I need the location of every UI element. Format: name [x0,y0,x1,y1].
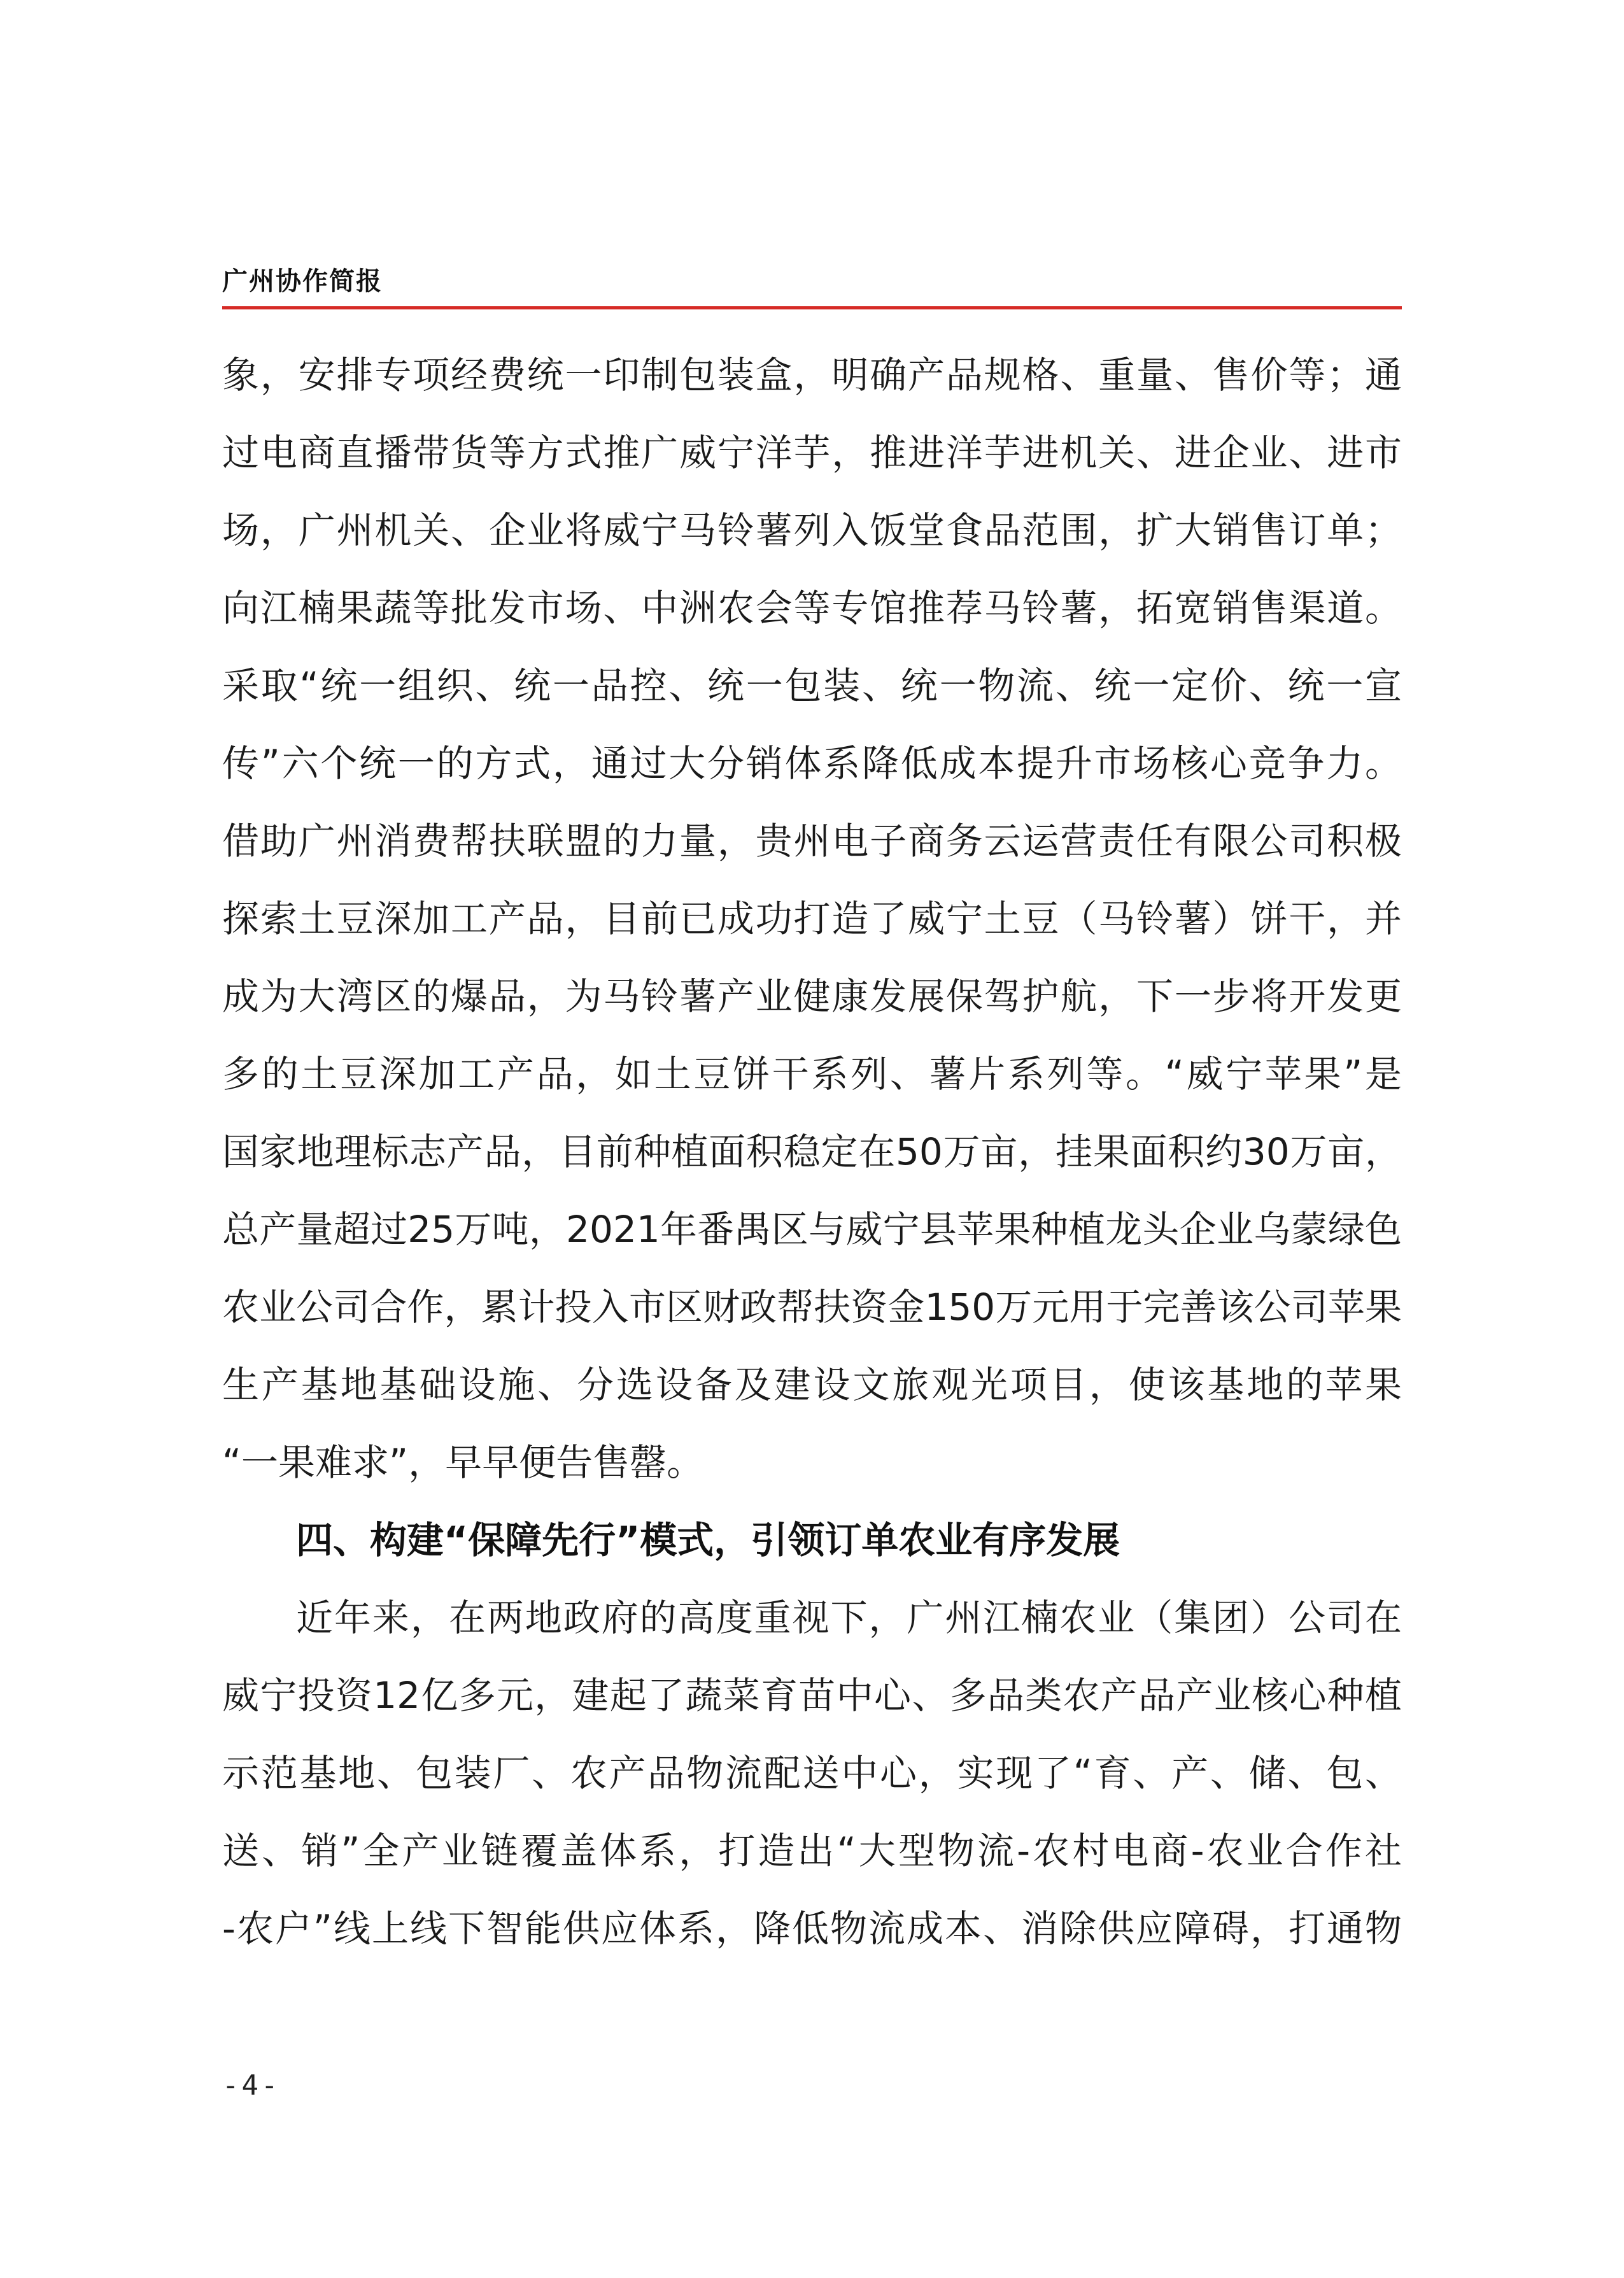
paragraph-line: 生产基地基础设施、分选设备及建设文旅观光项目，使该基地的苹果 [222,1363,1402,1406]
header-title: 广州协作简报 [222,267,383,296]
paragraph-line: 国家地理标志产品，目前种植面积稳定在50万亩，挂果面积约30万亩， [222,1130,1402,1173]
page-number: -4- [222,2069,281,2102]
paragraph-line: 场，广州机关、企业将威宁马铃薯列入饭堂食品范围，扩大销售订单； [222,509,1402,552]
paragraph-line: 示范基地、包装厂、农产品物流配送中心，实现了“育、产、储、包、 [222,1751,1402,1795]
paragraph-line: 威宁投资12亿多元，建起了蔬菜育苗中心、多品类农产品产业核心种植 [222,1674,1402,1717]
header-divider [222,306,1402,309]
paragraph-line: 近年来，在两地政府的高度重视下，广州江楠农业（集团）公司在 [296,1596,1402,1639]
paragraph-line: 象，安排专项经费统一印制包装盒，明确产品规格、重量、售价等；通 [222,353,1402,397]
paragraph-line: 探索土豆深加工产品，目前已成功打造了威宁土豆（马铃薯）饼干，并 [222,897,1402,940]
paragraph-line: 成为大湾区的爆品，为马铃薯产业健康发展保驾护航，下一步将开发更 [222,975,1402,1018]
paragraph-line: 传”六个统一的方式，通过大分销体系降低成本提升市场核心竞争力。 [222,742,1402,785]
paragraph-line: “一果难求”，早早便告售罄。 [222,1441,704,1484]
paragraph-line: 多的土豆深加工产品，如土豆饼干系列、薯片系列等。“威宁苹果”是 [222,1052,1402,1096]
paragraph-line: 送、销”全产业链覆盖体系，打造出“大型物流-农村电商-农业合作社 [222,1829,1402,1872]
paragraph-line: 采取“统一组织、统一品控、统一包装、统一物流、统一定价、统一宣 [222,664,1402,707]
paragraph-line: 借助广州消费帮扶联盟的力量，贵州电子商务云运营责任有限公司积极 [222,819,1402,863]
paragraph-line: 总产量超过25万吨，2021年番禺区与威宁县苹果种植龙头企业乌蒙绿色 [222,1208,1402,1251]
paragraph-line: 向江楠果蔬等批发市场、中洲农会等专馆推荐马铃薯，拓宽销售渠道。 [222,586,1402,630]
section-heading: 四、构建“保障先行”模式，引领订单农业有序发展 [296,1518,1120,1562]
paragraph-line: 农业公司合作，累计投入市区财政帮扶资金150万元用于完善该公司苹果 [222,1285,1402,1329]
body-paragraph-1 [222,336,1402,1967]
paragraph-line: -农户”线上线下智能供应体系，降低物流成本、消除供应障碍，打通物 [222,1907,1402,1950]
paragraph-line: 过电商直播带货等方式推广威宁洋芋，推进洋芋进机关、进企业、进市 [222,431,1402,474]
